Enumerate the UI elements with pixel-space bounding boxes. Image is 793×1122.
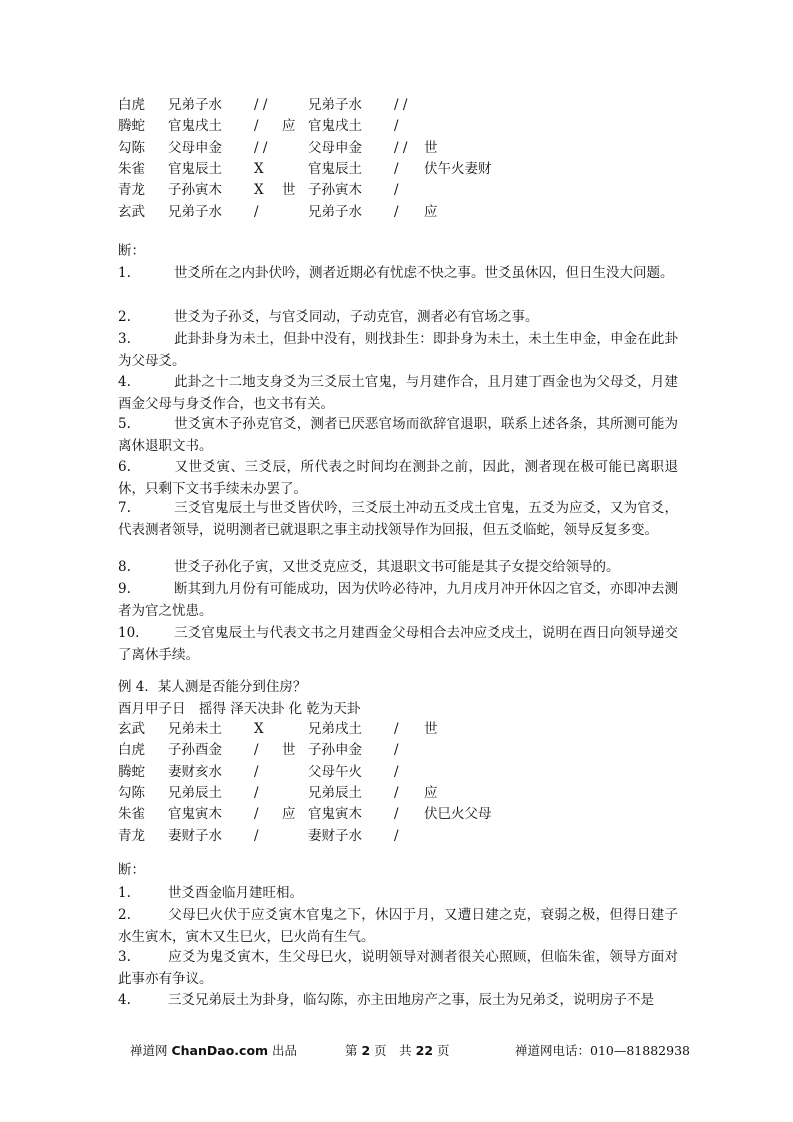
hexagram-row bbox=[0, 803, 793, 825]
judgment-item bbox=[118, 371, 678, 415]
hexagram-changed: 父母申金 bbox=[308, 139, 362, 156]
hexagram-mark: X bbox=[254, 721, 264, 737]
example-subtitle: 酉月甲子日 摇得 泽天决卦 化 乾为天卦 bbox=[118, 701, 361, 717]
hexagram-row bbox=[0, 782, 793, 804]
judgment-heading-2: 断： bbox=[118, 862, 145, 878]
hexagram-god: 玄武 bbox=[118, 721, 145, 737]
judgment-text: 世爻子孙化子寅，又世爻克应爻，其退职文书可能是其子女提交给领导的。 bbox=[174, 559, 620, 575]
hexagram-cmark: / bbox=[394, 806, 399, 823]
judgment-number: 1. bbox=[118, 265, 131, 281]
hexagram-cmark: / / bbox=[394, 139, 408, 156]
hexagram-changed: 妻财子水 bbox=[308, 827, 362, 844]
judgment-text: 此卦卦身为未土，但卦中没有，则找卦生：即卦身为未土，未土生申金，申金在此卦为父母爻。 bbox=[118, 331, 678, 369]
hexagram-changed: 子孙申金 bbox=[308, 742, 362, 759]
hexagram-row bbox=[0, 739, 793, 761]
footer-phone: 禅道网电话：010—81882938 bbox=[515, 1043, 690, 1058]
judgment-item bbox=[118, 328, 678, 372]
judgment-number: 9. bbox=[118, 581, 131, 597]
judgment-text: 三爻官鬼辰土与世爻皆伏吟，三爻辰土冲动五爻戌土官鬼，五爻为应爻，又为官爻，代表测者领导，说明测者已就退职之事主动找领导作为回报，但五爻临蛇，领导反复多变。 bbox=[118, 500, 678, 538]
hexagram-god: 白虎 bbox=[118, 742, 145, 759]
judgment-number: 3. bbox=[118, 331, 131, 347]
hexagram-god: 勾陈 bbox=[118, 784, 145, 801]
hexagram-changed: 官鬼寅木 bbox=[308, 806, 362, 823]
judgment-text: 此卦之十二地支身爻为三爻辰土官鬼，与月建作合，且月建丁酉金也为父母爻，月建酉金父母与身爻作合，也文书有关。 bbox=[118, 374, 678, 412]
hexagram-note: 世 bbox=[424, 721, 438, 737]
hexagram-line: 兄弟子水 bbox=[168, 97, 222, 113]
hexagram-row bbox=[0, 137, 793, 159]
hexagram-role: 世 bbox=[282, 182, 296, 199]
judgment-heading-1: 断： bbox=[118, 243, 145, 259]
hexagram-mark: X bbox=[254, 160, 264, 177]
hexagram-changed: 兄弟辰土 bbox=[308, 784, 362, 801]
judgment-text: 断其到九月份有可能成功，因为伏吟必待冲，九月戌月冲开休囚之官爻，亦即冲去测者为官之忧患。 bbox=[118, 581, 678, 619]
judgment-number: 2. bbox=[118, 907, 131, 923]
judgment-number: 8. bbox=[118, 559, 131, 575]
hexagram-line: 妻财亥水 bbox=[168, 763, 222, 780]
hexagram-row bbox=[0, 94, 793, 116]
judgment-number: 6. bbox=[118, 459, 131, 475]
hexagram-row bbox=[0, 761, 793, 783]
hexagram-cmark: / bbox=[394, 763, 399, 780]
hexagram-god: 腾蛇 bbox=[118, 763, 145, 780]
hexagram-cmark: / bbox=[394, 784, 399, 801]
judgment-text: 父母巳火伏于应爻寅木官鬼之下，休囚于月，又遭日建之克，衰弱之极，但得日建子水生寅木，寅木又生巳火，巳火尚有生气。 bbox=[118, 907, 678, 945]
hexagram-mark: / bbox=[254, 203, 259, 220]
judgment-item bbox=[118, 262, 678, 284]
hexagram-line: 妻财子水 bbox=[168, 827, 222, 844]
judgment-text: 应爻为鬼爻寅木，生父母巳火，说明领导对测者很关心照顾，但临朱雀，领导方面对此事亦有争议。 bbox=[118, 949, 678, 987]
judgment-text: 三爻兄弟辰土为卦身，临勾陈，亦主田地房产之事，辰土为兄弟爻，说明房子不是 bbox=[168, 992, 654, 1008]
hexagram-mark: / / bbox=[254, 139, 268, 156]
judgment-item bbox=[118, 306, 678, 328]
hexagram-god: 白虎 bbox=[118, 97, 145, 113]
judgment-item bbox=[118, 556, 678, 578]
hexagram-line: 兄弟子水 bbox=[168, 203, 222, 220]
footer-brand: ChanDao.com bbox=[171, 1043, 269, 1058]
footer-page-prefix: 第 bbox=[345, 1043, 362, 1058]
hexagram-god: 勾陈 bbox=[118, 139, 145, 156]
judgment-number: 4. bbox=[118, 992, 131, 1008]
judgment-item bbox=[118, 456, 678, 500]
hexagram-cmark: / bbox=[394, 203, 399, 220]
hexagram-role: 应 bbox=[282, 118, 296, 135]
judgment-number: 7. bbox=[118, 500, 131, 516]
footer-page-current: 2 bbox=[361, 1043, 371, 1058]
judgment-item bbox=[118, 497, 678, 541]
hexagram-line: 子孙酉金 bbox=[168, 742, 222, 759]
hexagram-changed: 兄弟子水 bbox=[308, 97, 362, 113]
judgment-number: 3. bbox=[118, 949, 131, 965]
footer-publisher-prefix: 禅道网 bbox=[130, 1043, 172, 1058]
hexagram-god: 青龙 bbox=[118, 182, 145, 199]
hexagram-changed: 父母午火 bbox=[308, 763, 362, 780]
footer-publisher-suffix: 出品 bbox=[268, 1043, 298, 1058]
hexagram-changed: 官鬼戌土 bbox=[308, 118, 362, 135]
hexagram-mark: / bbox=[254, 784, 259, 801]
hexagram-line: 父母申金 bbox=[168, 139, 222, 156]
judgment-text: 又世爻寅、三爻辰，所代表之时间均在测卦之前，因此，测者现在极可能已离职退休，只剩下文书手续未办罢了。 bbox=[118, 459, 678, 497]
judgment-item bbox=[118, 882, 678, 904]
judgment-item bbox=[118, 989, 678, 1011]
hexagram-line: 官鬼辰土 bbox=[168, 160, 222, 177]
hexagram-line: 官鬼寅木 bbox=[168, 806, 222, 823]
hexagram-changed: 官鬼辰土 bbox=[308, 160, 362, 177]
hexagram-cmark: / bbox=[394, 118, 399, 135]
hexagram-note: 应 bbox=[424, 203, 438, 220]
hexagram-row bbox=[0, 158, 793, 180]
hexagram-god: 青龙 bbox=[118, 827, 145, 844]
footer-page-total: 22 bbox=[415, 1043, 434, 1058]
hexagram-row bbox=[0, 179, 793, 201]
hexagram-cmark: / bbox=[394, 160, 399, 177]
judgment-text: 世爻所在之内卦伏吟，测者近期必有忧虑不快之事。世爻虽休囚，但日生没大问题。 bbox=[174, 265, 674, 281]
hexagram-god: 玄武 bbox=[118, 203, 145, 220]
hexagram-row bbox=[0, 201, 793, 223]
hexagram-cmark: / bbox=[394, 742, 399, 759]
hexagram-note: 世 bbox=[424, 139, 438, 156]
hexagram-line: 官鬼戌土 bbox=[168, 118, 222, 135]
judgment-number: 4. bbox=[118, 374, 131, 390]
hexagram-cmark: / bbox=[394, 182, 399, 199]
hexagram-cmark: / bbox=[394, 721, 399, 737]
judgment-item bbox=[118, 578, 678, 622]
hexagram-note: 应 bbox=[424, 784, 438, 801]
hexagram-role: 应 bbox=[282, 806, 296, 823]
hexagram-mark: / / bbox=[254, 97, 268, 113]
hexagram-mark: X bbox=[254, 182, 264, 199]
judgment-text: 世爻酉金临月建旺相。 bbox=[168, 885, 303, 901]
hexagram-mark: / bbox=[254, 806, 259, 823]
hexagram-cmark: / / bbox=[394, 97, 408, 113]
hexagram-mark: / bbox=[254, 742, 259, 759]
judgment-number: 2. bbox=[118, 309, 131, 325]
judgment-item bbox=[118, 946, 678, 990]
judgment-number: 5. bbox=[118, 416, 131, 432]
judgment-text: 世爻寅木子孙克官爻，测者已厌恶官场而欲辞官退职，联系上述各条，其所测可能为离休退职文书。 bbox=[118, 416, 678, 454]
footer-publisher bbox=[130, 1041, 297, 1061]
hexagram-row bbox=[0, 825, 793, 847]
hexagram-row bbox=[0, 718, 793, 740]
judgment-item bbox=[118, 904, 678, 948]
judgment-item bbox=[118, 622, 678, 666]
judgment-text: 世爻为子孙爻，与官爻同动，子动克官，测者必有官场之事。 bbox=[174, 309, 539, 325]
footer-page-number bbox=[345, 1041, 450, 1061]
hexagram-role: 世 bbox=[282, 742, 296, 759]
hexagram-god: 腾蛇 bbox=[118, 118, 145, 135]
judgment-number: 1. bbox=[118, 885, 131, 901]
judgment-number: 10. bbox=[118, 625, 140, 641]
example-title: 例 4．某人测是否能分到住房？ bbox=[118, 679, 307, 695]
hexagram-mark: / bbox=[254, 827, 259, 844]
hexagram-note: 伏午火妻财 bbox=[424, 160, 492, 177]
hexagram-mark: / bbox=[254, 118, 259, 135]
hexagram-god: 朱雀 bbox=[118, 160, 145, 177]
hexagram-mark: / bbox=[254, 763, 259, 780]
judgment-text: 三爻官鬼辰土与代表文书之月建酉金父母相合去冲应爻戌土，说明在酉日向领导递交了离休手续。 bbox=[118, 625, 678, 663]
hexagram-changed: 兄弟戌土 bbox=[308, 721, 362, 737]
judgment-item bbox=[118, 413, 678, 457]
footer-page-mid: 页 共 bbox=[370, 1043, 416, 1058]
hexagram-changed: 兄弟子水 bbox=[308, 203, 362, 220]
footer-page-suffix: 页 bbox=[433, 1043, 450, 1058]
hexagram-note: 伏巳火父母 bbox=[424, 806, 492, 823]
hexagram-changed: 子孙寅木 bbox=[308, 182, 362, 199]
hexagram-line: 兄弟未土 bbox=[168, 721, 222, 737]
hexagram-row bbox=[0, 115, 793, 137]
hexagram-line: 子孙寅木 bbox=[168, 182, 222, 199]
hexagram-god: 朱雀 bbox=[118, 806, 145, 823]
hexagram-line: 兄弟辰土 bbox=[168, 784, 222, 801]
hexagram-cmark: / bbox=[394, 827, 399, 844]
